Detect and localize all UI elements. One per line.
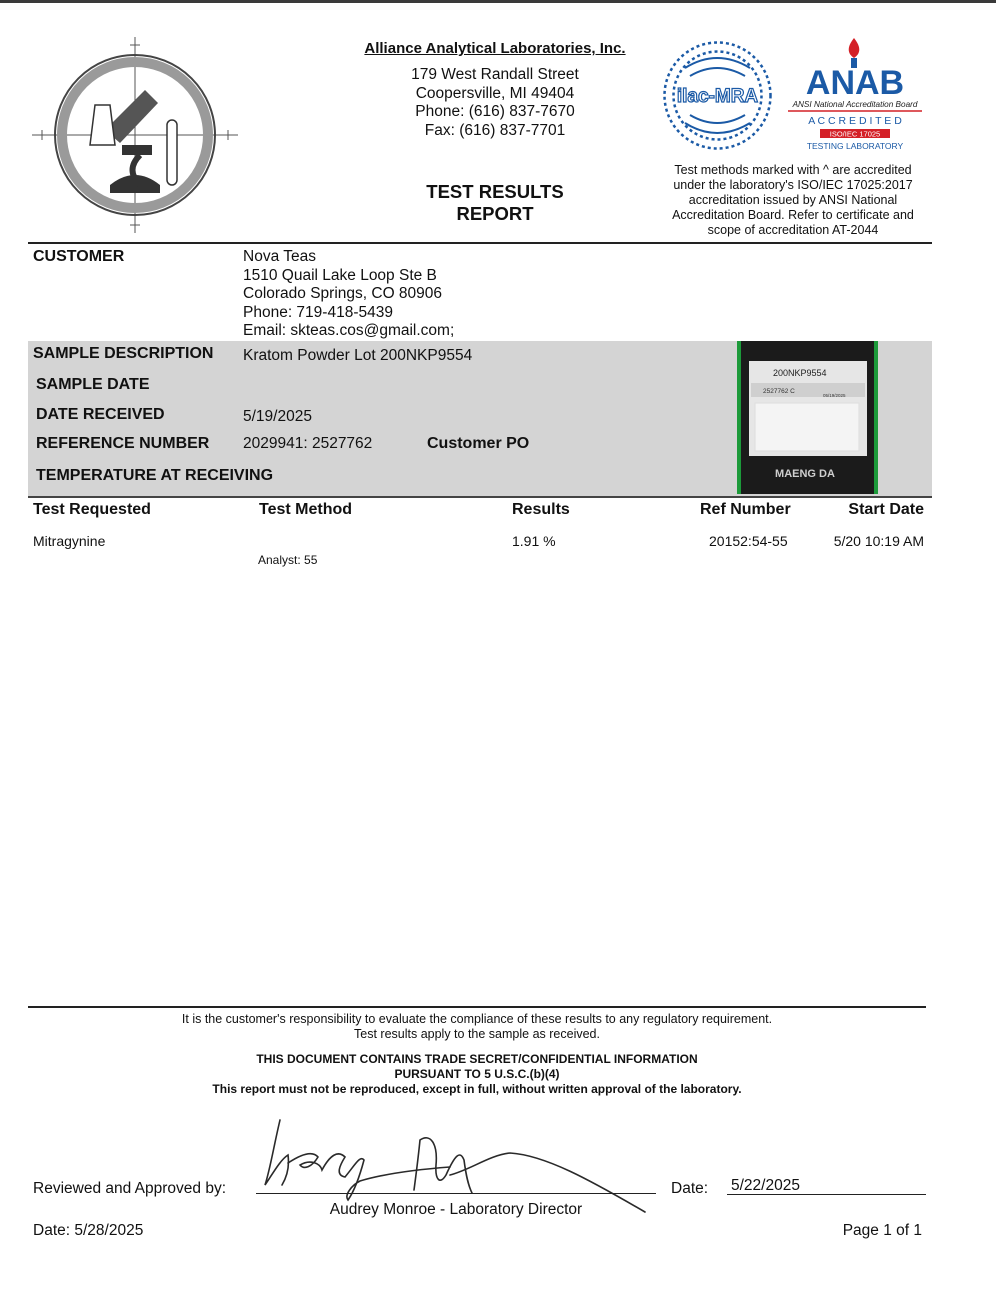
confidential-line: This report must not be reproduced, except in full, without written approval of the laboratory. xyxy=(212,1082,742,1096)
accredited-text: A C C R E D I T E D xyxy=(808,115,902,127)
customer-email: Email: skteas.cos@gmail.com; xyxy=(243,322,455,340)
customer-address: 1510 Quail Lake Loop Ste B xyxy=(243,266,437,284)
col-ref-number: Ref Number xyxy=(700,501,791,518)
disclaimer-line: It is the customer's responsibility to evaluate the compliance of these results to any regulatory requirement. xyxy=(181,1012,773,1026)
col-test-method: Test Method xyxy=(259,501,353,518)
report-title xyxy=(380,181,610,225)
signature-line xyxy=(256,1193,656,1194)
ilac-text: ilac-MRA xyxy=(676,86,759,107)
note-line: under the laboratory's ISO/IEC 17025:2017 xyxy=(673,178,913,192)
fax-line: Fax: (616) 837-7701 xyxy=(424,121,566,139)
iso-text: ISO/IEC 17025 xyxy=(829,129,881,139)
address-line: 179 West Randall Street xyxy=(411,66,579,83)
row-ref: 20152:54-55 xyxy=(709,533,788,549)
lab-address xyxy=(360,66,630,140)
disclaimer-line: Test results apply to the sample as received. xyxy=(354,1027,600,1041)
confidential-line: PURSUANT TO 5 U.S.C.(b)(4) xyxy=(394,1067,560,1081)
page-number: Page 1 of 1 xyxy=(842,1222,922,1239)
report-title-line: REPORT xyxy=(456,203,534,224)
sample-date-label: SAMPLE DATE xyxy=(36,376,150,393)
accreditation-note xyxy=(660,163,926,238)
row-start-date: 5/20 10:19 AM xyxy=(833,533,924,549)
anab-logo xyxy=(784,36,926,154)
photo-date-text: 05/19/2025 xyxy=(823,393,846,398)
anab-text: ANAB xyxy=(805,64,905,102)
temperature-label: TEMPERATURE AT RECEIVING xyxy=(36,467,274,484)
reference-number-label: REFERENCE NUMBER xyxy=(36,435,210,452)
customer-phone: Phone: 719-418-5439 xyxy=(243,303,393,321)
testing-lab-text: TESTING LABORATORY xyxy=(806,141,904,151)
anab-full-name: ANSI National Accreditation Board xyxy=(792,100,918,109)
customer-city: Colorado Springs, CO 80906 xyxy=(243,285,443,303)
sample-band-divider xyxy=(28,496,932,498)
sample-photo xyxy=(737,341,878,494)
header-divider xyxy=(28,242,932,244)
customer-name: Nova Teas xyxy=(243,248,316,265)
row-result: 1.91 % xyxy=(512,533,556,549)
customer-block xyxy=(243,248,454,341)
col-test-requested: Test Requested xyxy=(33,501,151,518)
row-test: Mitragynine xyxy=(33,533,106,549)
photo-brand-text: MAENG DA xyxy=(775,468,835,480)
approval-date-label: Date: xyxy=(671,1180,709,1197)
lab-name: Alliance Analytical Laboratories, Inc. xyxy=(364,40,626,57)
note-line: accreditation issued by ANSI National xyxy=(688,193,898,207)
note-line: scope of accreditation AT-2044 xyxy=(707,223,879,237)
confidential-line: THIS DOCUMENT CONTAINS TRADE SECRET/CONFIDENTIAL INFORMATION xyxy=(256,1052,698,1066)
col-results: Results xyxy=(512,501,570,518)
lab-logo xyxy=(30,35,240,235)
customer-po-label: Customer PO xyxy=(427,435,530,452)
sample-description: Kratom Powder Lot 200NKP9554 xyxy=(243,347,473,364)
row-analyst: Analyst: 55 xyxy=(258,553,318,567)
reference-number-value: 2029941: 2527762 xyxy=(243,435,373,452)
note-line: Test methods marked with ^ are accredited xyxy=(674,163,912,177)
signature xyxy=(260,1115,650,1215)
phone-line: Phone: (616) 837-7670 xyxy=(415,103,575,120)
customer-label: CUSTOMER xyxy=(33,248,125,265)
footer-divider xyxy=(28,1006,926,1008)
approval-date-value: 5/22/2025 xyxy=(731,1177,800,1194)
note-line: Accreditation Board. Refer to certificate and xyxy=(672,208,914,222)
address-line: Coopersville, MI 49404 xyxy=(415,84,575,102)
reviewed-label: Reviewed and Approved by: xyxy=(33,1180,227,1197)
signer-name: Audrey Monroe - Laboratory Director xyxy=(329,1201,583,1218)
sample-description-label: SAMPLE DESCRIPTION xyxy=(33,345,214,362)
confidential-notice xyxy=(28,1052,926,1097)
col-start-date: Start Date xyxy=(848,501,924,518)
disclaimer-note xyxy=(28,1012,926,1042)
date-received-value: 5/19/2025 xyxy=(243,408,312,425)
date-received-label: DATE RECEIVED xyxy=(36,406,165,423)
ilac-mra-logo xyxy=(660,38,775,153)
print-date: Date: 5/28/2025 xyxy=(33,1222,144,1239)
photo-lot-text: 200NKP9554 xyxy=(773,368,827,378)
top-border xyxy=(0,0,996,3)
report-title-line: TEST RESULTS xyxy=(426,181,564,202)
approval-date-line xyxy=(727,1194,926,1195)
photo-ref-text: 2527762 C xyxy=(763,388,795,395)
